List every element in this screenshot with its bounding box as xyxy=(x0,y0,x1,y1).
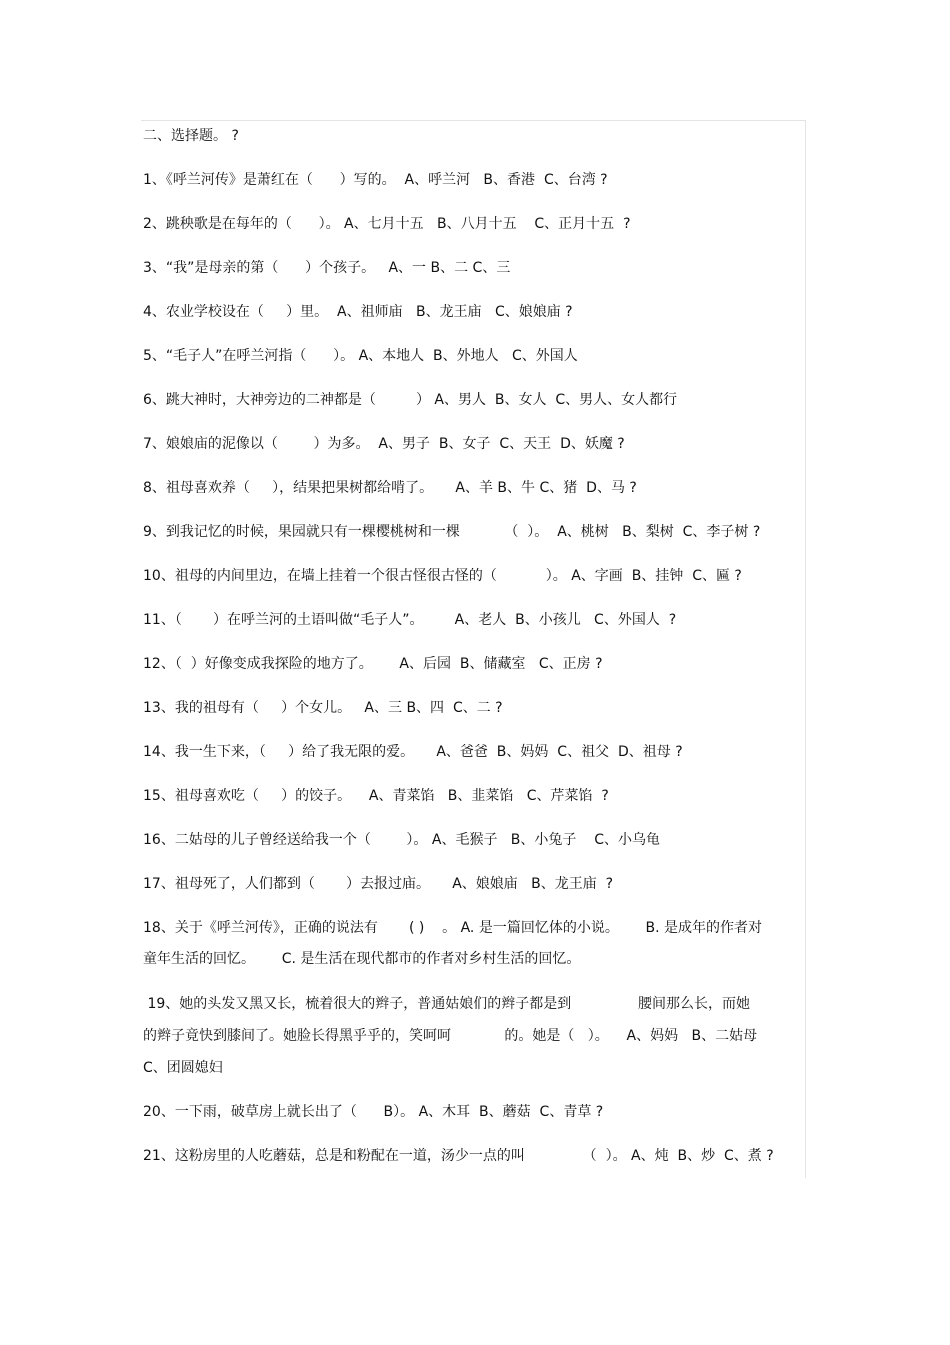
question-15: 15、祖母喜欢吃（ ）的饺子。 A、青菜馅 B、韭菜馅 C、芹菜馅 ? xyxy=(143,788,609,804)
question-19-line-3: C、团圆媳妇 xyxy=(143,1060,223,1076)
question-6: 6、跳大神时，大神旁边的二神都是（ ） A、男人 B、女人 C、男人、女人都行 xyxy=(143,392,678,408)
question-10: 10、祖母的内间里边，在墙上挂着一个很古怪很古怪的（ ）。 A、字画 B、挂钟 C、匾 ? xyxy=(143,568,742,584)
question-2: 2、跳秧歌是在每年的（ ）。 A、七月十五 B、八月十五 C、正月十五 ? xyxy=(143,216,631,232)
question-18-line-2: 童年生活的回忆。 C. 是生活在现代都市的作者对乡村生活的回忆。 xyxy=(143,951,581,967)
question-14: 14、我一生下来，（ ）给了我无限的爱。 A、爸爸 B、妈妈 C、祖父 D、祖母 ? xyxy=(143,744,683,760)
question-3: 3、“我”是母亲的第（ ）个孩子。 A、一 B、二 C、三 xyxy=(143,260,511,276)
question-18-line-1: 18、关于《呼兰河传》，正确的说法有 ( ) 。 A. 是一篇回忆体的小说。 B. 是成年的作者对 xyxy=(143,920,763,936)
question-5: 5、“毛子人”在呼兰河指（ ）。 A、本地人 B、外地人 C、外国人 xyxy=(143,348,578,364)
page-frame xyxy=(141,120,806,1178)
question-4: 4、农业学校设在（ ）里。 A、祖师庙 B、龙王庙 C、娘娘庙 ? xyxy=(143,304,573,320)
question-7: 7、娘娘庙的泥像以（ ）为多。 A、男子 B、女子 C、天王 D、妖魔 ? xyxy=(143,436,625,452)
question-21: 21、这粉房里的人吃蘑菇，总是和粉配在一道，汤少一点的叫 （ ）。 A、炖 B、炒 C、煮 ? xyxy=(143,1148,774,1164)
question-16: 16、二姑母的儿子曾经送给我一个（ ）。 A、毛猴子 B、小兔子 C、小乌龟 xyxy=(143,832,660,848)
question-17: 17、祖母死了，人们都到（ ）去报过庙。 A、娘娘庙 B、龙王庙 ? xyxy=(143,876,614,892)
question-19-line-2: 的辫子竟快到膝间了。她脸长得黑乎乎的，笑呵呵 的。她是（ ）。 A、妈妈 B、二姑母 xyxy=(143,1028,758,1044)
question-19-line-1: 19、她的头发又黑又长，梳着很大的辫子，普通姑娘们的辫子都是到 腰间那么长，而她 xyxy=(143,996,751,1012)
question-1: 1、《呼兰河传》是萧红在（ ）写的。 A、呼兰河 B、香港 C、台湾 ? xyxy=(143,172,608,188)
question-20: 20、一下雨，破草房上就长出了（ B）。 A、木耳 B、蘑菇 C、青草 ? xyxy=(143,1104,604,1120)
question-11: 11、（ ）在呼兰河的土语叫做“毛子人”。 A、老人 B、小孩儿 C、外国人 ? xyxy=(143,612,677,628)
section-title: 二、选择题。 ? xyxy=(143,128,239,144)
question-12: 12、（ ）好像变成我探险的地方了。 A、后园 B、储藏室 C、正房 ? xyxy=(143,656,603,672)
question-13: 13、我的祖母有（ ）个女儿。 A、三 B、四 C、二 ? xyxy=(143,700,503,716)
question-8: 8、祖母喜欢养（ ），结果把果树都给啃了。 A、羊 B、牛 C、猪 D、马 ? xyxy=(143,480,637,496)
question-9: 9、到我记忆的时候，果园就只有一棵樱桃树和一棵 （ ）。 A、桃树 B、梨树 C、李子树 ? xyxy=(143,524,761,540)
